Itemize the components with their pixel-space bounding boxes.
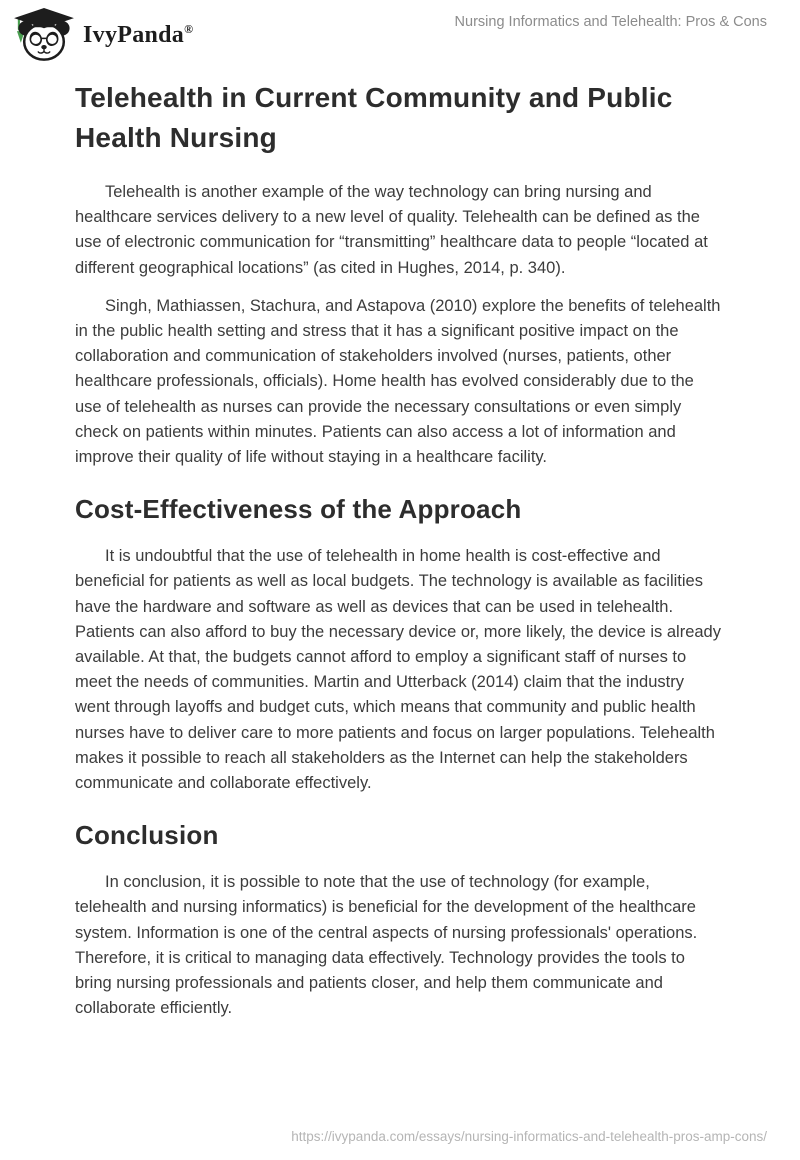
paragraph: It is undoubtful that the use of telehealth in home health is cost-effective and beneficial for patients as well as local budgets. The technology is available as facilities have the hardware and software as well as devices that can be used in telehealth. Patients can also afford to buy the necessary device or, more likely, the device is already available. At that, the budgets cannot afford to employ a significant staff of nurses to meet the needs of communities. Martin and Utterback (2014) claim that the industry went through layoffs and budget cuts, which means that community and public health nurses have to deliver care to more patients and focus on larger populations. Telehealth makes it possible to reach all stakeholders as the Internet can help the stakeholders communicate and collaborate effectively. xyxy=(75,547,721,793)
panda-graduation-cap-icon xyxy=(13,7,75,63)
ivypanda-logo xyxy=(13,7,193,63)
registered-trademark-symbol: ® xyxy=(184,21,194,36)
page-footer xyxy=(291,1129,767,1144)
section-heading-conclusion: Conclusion xyxy=(75,820,219,851)
paragraph: Singh, Mathiassen, Stachura, and Astapova (2010) explore the benefits of telehealth in the public health setting and stress that it has a significant positive impact on the collaboration and communication of stakeholders involved (nurses, patients, other healthcare professionals, officials). Home health has evolved considerably due to the use of telehealth as nurses can provide the necessary consultations or even simply check on patients within minutes. Patients can also access a lot of information and improve their quality of life without staying in a healthcare facility. xyxy=(75,296,721,467)
source-url: https://ivypanda.com/essays/nursing-informatics-and-telehealth-pros-amp-cons/ xyxy=(291,1129,767,1144)
logo-text: IvyPanda xyxy=(83,21,185,48)
document-title: Nursing Informatics and Telehealth: Pros & Cons xyxy=(454,14,767,30)
paragraph: In conclusion, it is possible to note that the use of technology (for example, telehealth and nursing informatics) is beneficial for the development of the healthcare system. Information is one of the central aspects of nursing professionals' operations. Therefore, it is critical to managing data effectively. Technology provides the tools to bring nursing professionals and patients closer, and help them communicate and collaborate efficiently. xyxy=(75,873,698,1018)
section-heading-telehealth: Telehealth in Current Community and Public Health Nursing xyxy=(75,82,673,153)
paragraph: Telehealth is another example of the way technology can bring nursing and healthcare services delivery to a new level of quality. Telehealth can be defined as the use of electronic communication for “transmitting” healthcare data to people “located at different geographical locations” (as cited in Hughes, 2014, p. 340). xyxy=(75,183,708,277)
section-heading-cost-effectiveness: Cost-Effectiveness of the Approach xyxy=(75,494,522,525)
page-header xyxy=(0,0,800,72)
logo-wordmark xyxy=(83,22,193,49)
essay-content xyxy=(75,78,722,1021)
